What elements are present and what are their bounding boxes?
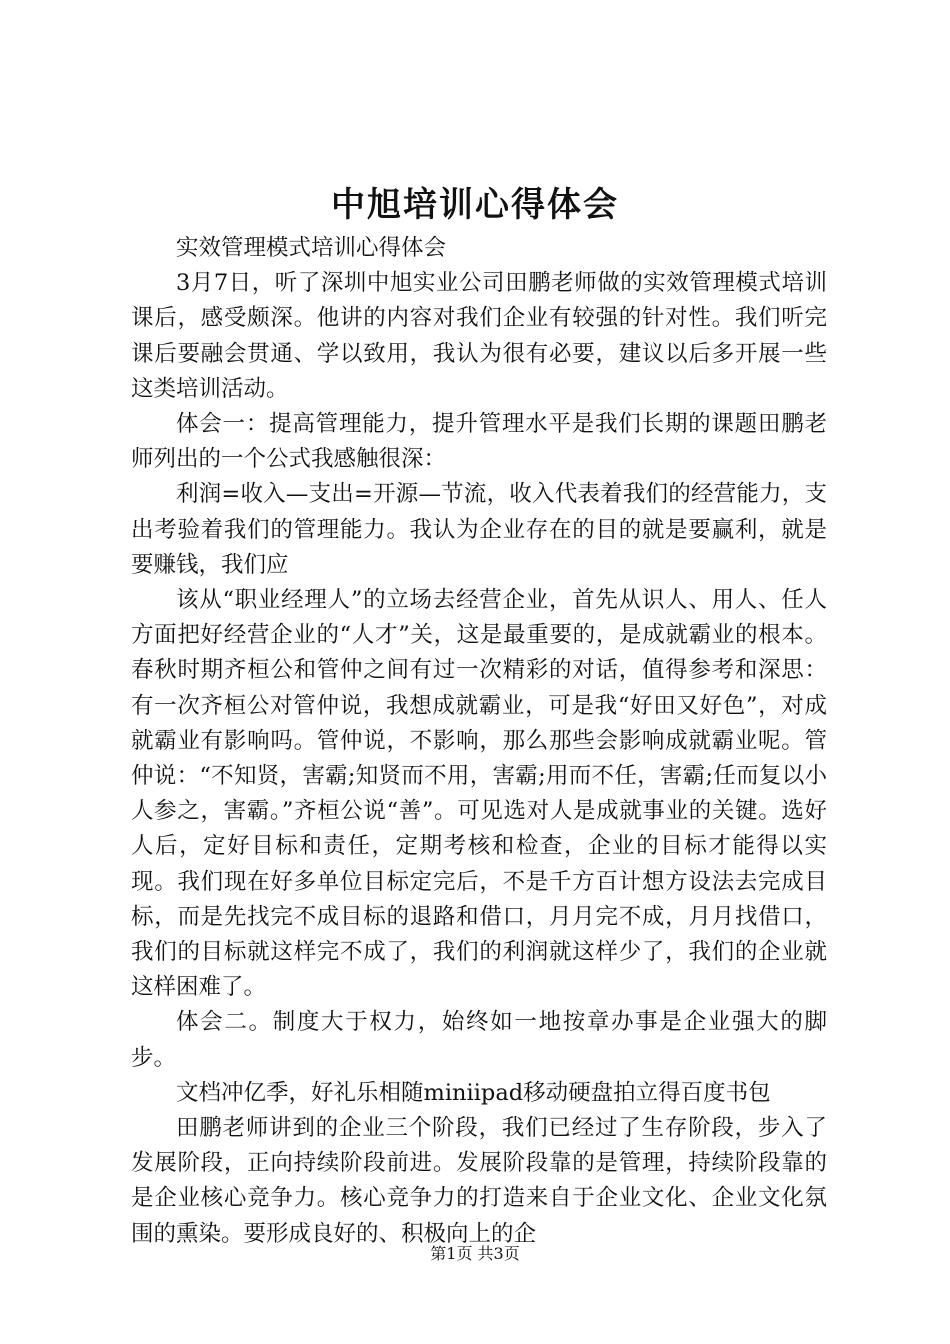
promo-paragraph: 文档冲亿季，好礼乐相随miniipad移动硬盘拍立得百度书包 (176, 1079, 771, 1106)
body-paragraph: 利润=收入—支出=开源—节流，收入代表着我们的经营能力，支出考验着我们的管理能力。我认为企业存在的目的就是要赢利，就是要赚钱，我们应 (131, 481, 827, 578)
body-paragraph: 该从“职业经理人”的立场去经营企业，首先从识人、用人、任人方面把好经营企业的“人才”关，这是最重要的，是成就霸业的根本。春秋时期齐桓公和管仲之间有过一次精彩的对话，值得参考和深思：有一次齐桓公对管仲说，我想成就霸业，可是我“好田又好色”，对成就霸业有影响吗。管仲说，不影响，那么那些会影响成就霸业呢。管仲说：“不知贤，害霸;知贤而不用，害霸;用而不任，害霸;任而复以小人参之，害霸。”齐桓公说“善”。可见选对人是成就事业的关键。选好人后，定好目标和责任，定期考核和检查，企业的目标才能得以实现。我们现在好多单位目标定完后，不是千方百计想方设法去完成目标，而是先找完不成目标的退路和借口，月月完不成，月月找借口，我们的目标就这样完不成了，我们的利润就这样少了，我们的企业就这样困难了。 (131, 587, 827, 1001)
document-body (131, 231, 827, 1252)
body-paragraph: 体会一：提高管理能力，提升管理水平是我们长期的课题田鹏老师列出的一个公式我感触很深： (131, 411, 827, 473)
body-paragraph: 体会二。制度大于权力，始终如一地按章办事是企业强大的脚步。 (131, 1009, 827, 1071)
body-paragraph: 3月7日，听了深圳中旭实业公司田鹏老师做的实效管理模式培训课后，感受颇深。他讲的内容对我们企业有较强的针对性。我们听完课后要融会贯通、学以致用，我认为很有必要，建议以后多开展一些这类培训活动。 (131, 270, 827, 402)
subtitle-paragraph: 实效管理模式培训心得体会 (176, 235, 447, 261)
document-title: 中旭培训心得体会 (331, 185, 619, 225)
page-number-footer: 第1页 共3页 (430, 1244, 520, 1263)
body-paragraph: 田鹏老师讲到的企业三个阶段，我们已经过了生存阶段，步入了发展阶段，正向持续阶段前进。发展阶段靠的是管理，持续阶段靠的是企业核心竞争力。核心竞争力的打造来自于企业文化、企业文化氛围的熏染。要形成良好的、积极向上的企 (131, 1115, 827, 1247)
